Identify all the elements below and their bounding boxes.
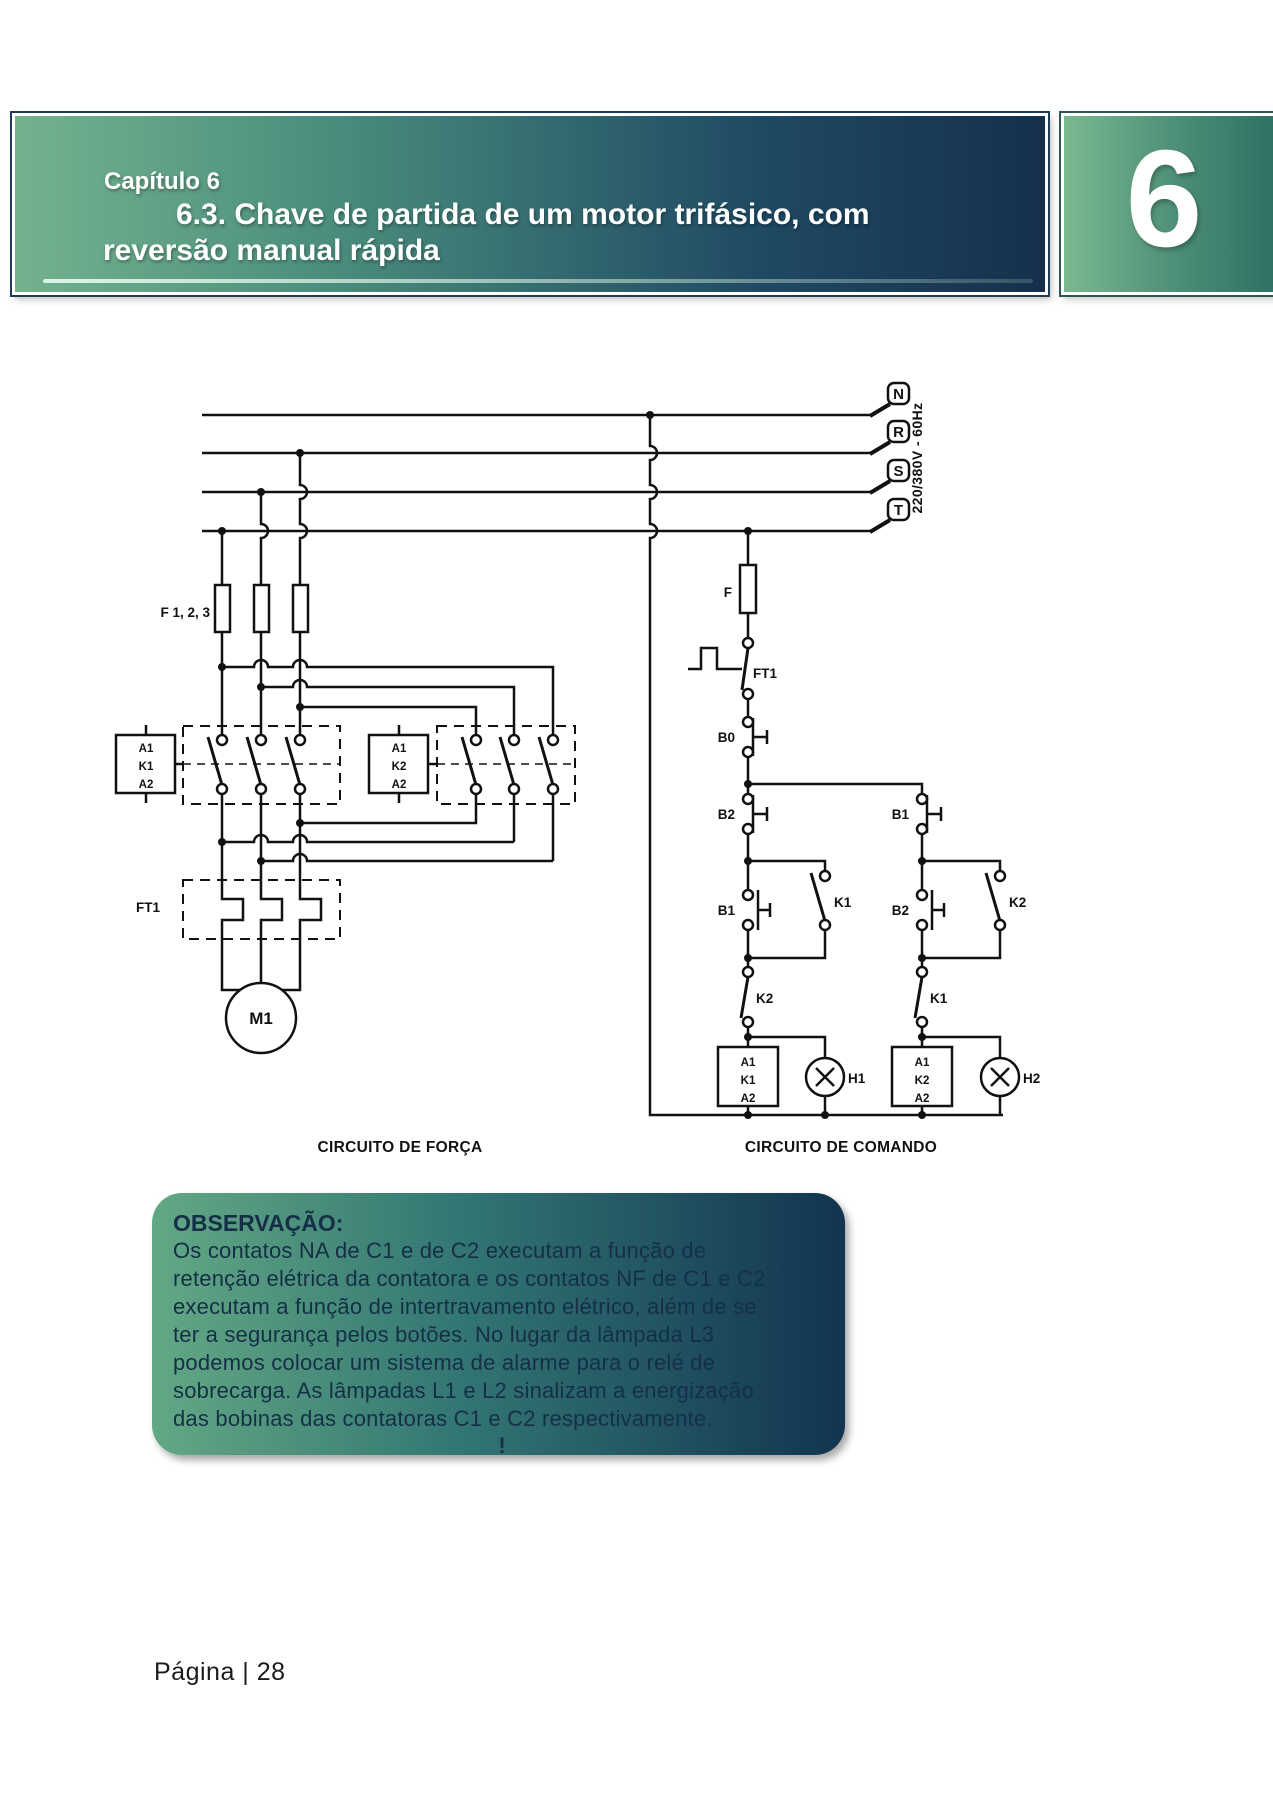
section-title-line1: 6.3. Chave de partida de um motor trifásico, com: [176, 198, 870, 231]
observation-line: Os contatos NA de C1 e de C2 executam a função de: [173, 1238, 707, 1263]
phase-feed-wires: [222, 453, 307, 585]
neutral-return-wire: [650, 415, 1003, 1115]
motor-label: M1: [249, 1009, 273, 1028]
k1-cmd-a1: A1: [740, 1057, 756, 1069]
wire-b0-branch: [748, 757, 922, 794]
b1-left-label: B1: [717, 903, 735, 918]
command-caption: CIRCUITO DE COMANDO: [744, 1139, 938, 1156]
reversal-crossover-top: [222, 660, 553, 735]
observation-line: sobrecarga. As lâmpadas L1 e L2 sinalizam a energização: [173, 1378, 754, 1403]
bus-label-t: T: [893, 502, 904, 519]
observation-line: das bobinas das contatoras C1 e C2 respectivamente.: [173, 1406, 713, 1431]
h2-lamp: [981, 1058, 1040, 1096]
overload-label: FT1: [135, 900, 160, 915]
fuse-f2: [254, 585, 269, 632]
bus-label-s: S: [893, 463, 904, 480]
k1-coil-a1: A1: [138, 743, 154, 755]
voltage-label: 220/380V - 60Hz: [909, 402, 925, 514]
k1-cmd-a2: A2: [740, 1093, 756, 1105]
reversal-crossover-bottom: [222, 794, 553, 861]
observation-line: executam a função de intertravamento elétrico, além de se: [173, 1294, 757, 1319]
observation-line: podemos colocar um sistema de alarme para o relé de: [173, 1350, 716, 1375]
b2-right-label: B2: [891, 903, 909, 918]
command-circuit: [646, 411, 1040, 1156]
command-fuse: [740, 565, 756, 613]
ft1-contact-label: FT1: [753, 666, 778, 681]
chapter-number: 6: [1125, 122, 1203, 276]
chapter-label: Capítulo 6: [104, 168, 221, 195]
k2-coil-a1: A1: [391, 743, 407, 755]
force-caption: CIRCUITO DE FORÇA: [317, 1139, 483, 1156]
observation-box: [152, 1193, 845, 1458]
k2-cmd-name: K2: [914, 1075, 930, 1087]
k1-interlock-contact: [915, 967, 948, 1027]
wire-right-mid: [922, 834, 1000, 958]
fuse-f3: [293, 585, 308, 632]
k2-coil-name: K2: [391, 761, 407, 773]
command-fuse-label: F: [723, 585, 732, 600]
b1-nc-button-right: [892, 794, 941, 834]
k1-cmd-name: K1: [740, 1075, 756, 1087]
b2-nc-button-left: [718, 794, 767, 834]
k2-command-coil: [892, 1047, 952, 1106]
fuse-group-label: F 1, 2, 3: [160, 605, 210, 620]
k1-interlock-label: K1: [930, 991, 948, 1006]
k1-coil-a2: A2: [138, 779, 154, 791]
k1-coil-name: K1: [138, 761, 154, 773]
k2-coil-a2: A2: [391, 779, 407, 791]
h2-label: H2: [1023, 1071, 1041, 1086]
observation-line: ter a segurança pelos botões. No lugar da lâmpada L3: [173, 1322, 715, 1347]
b1-no-button-left: [718, 890, 770, 930]
observation-line: retenção elétrica da contatora e os contatos NF de C1 e C2: [173, 1266, 766, 1291]
k1-command-coil: [718, 1047, 778, 1106]
k1-retention-label: K1: [834, 895, 852, 910]
b0-label: B0: [717, 730, 735, 745]
bus-lines: [202, 415, 872, 531]
k2-interlock-label: K2: [756, 991, 774, 1006]
b2-left-label: B2: [717, 807, 735, 822]
b2-no-button-right: [892, 890, 944, 930]
k2-cmd-a1: A1: [914, 1057, 930, 1069]
section-title-line2: reversão manual rápida: [103, 234, 440, 267]
ft1-nc-contact: [688, 638, 777, 699]
power-circuit: [116, 449, 575, 1156]
b0-stop-button: [718, 717, 767, 757]
page-number: Página | 28: [154, 1658, 286, 1686]
k2-interlock-contact: [741, 967, 773, 1027]
wire-left-mid: [748, 834, 825, 958]
k2-retention-label: K2: [1009, 895, 1027, 910]
observation-exclamation: !: [498, 1433, 506, 1458]
fuse-f1: [215, 585, 230, 632]
k1-retention-contact: [811, 871, 852, 930]
b1-right-label: B1: [891, 807, 909, 822]
h1-lamp: [806, 1058, 866, 1096]
h1-label: H1: [848, 1071, 866, 1086]
bus-label-r: R: [893, 424, 904, 441]
k2-cmd-a2: A2: [914, 1093, 930, 1105]
command-junction-dots: [646, 411, 926, 1119]
supply-bus: [202, 383, 925, 532]
observation-title: OBSERVAÇÃO:: [173, 1210, 344, 1236]
k2-retention-contact: [986, 871, 1026, 930]
bus-label-n: N: [893, 386, 904, 403]
